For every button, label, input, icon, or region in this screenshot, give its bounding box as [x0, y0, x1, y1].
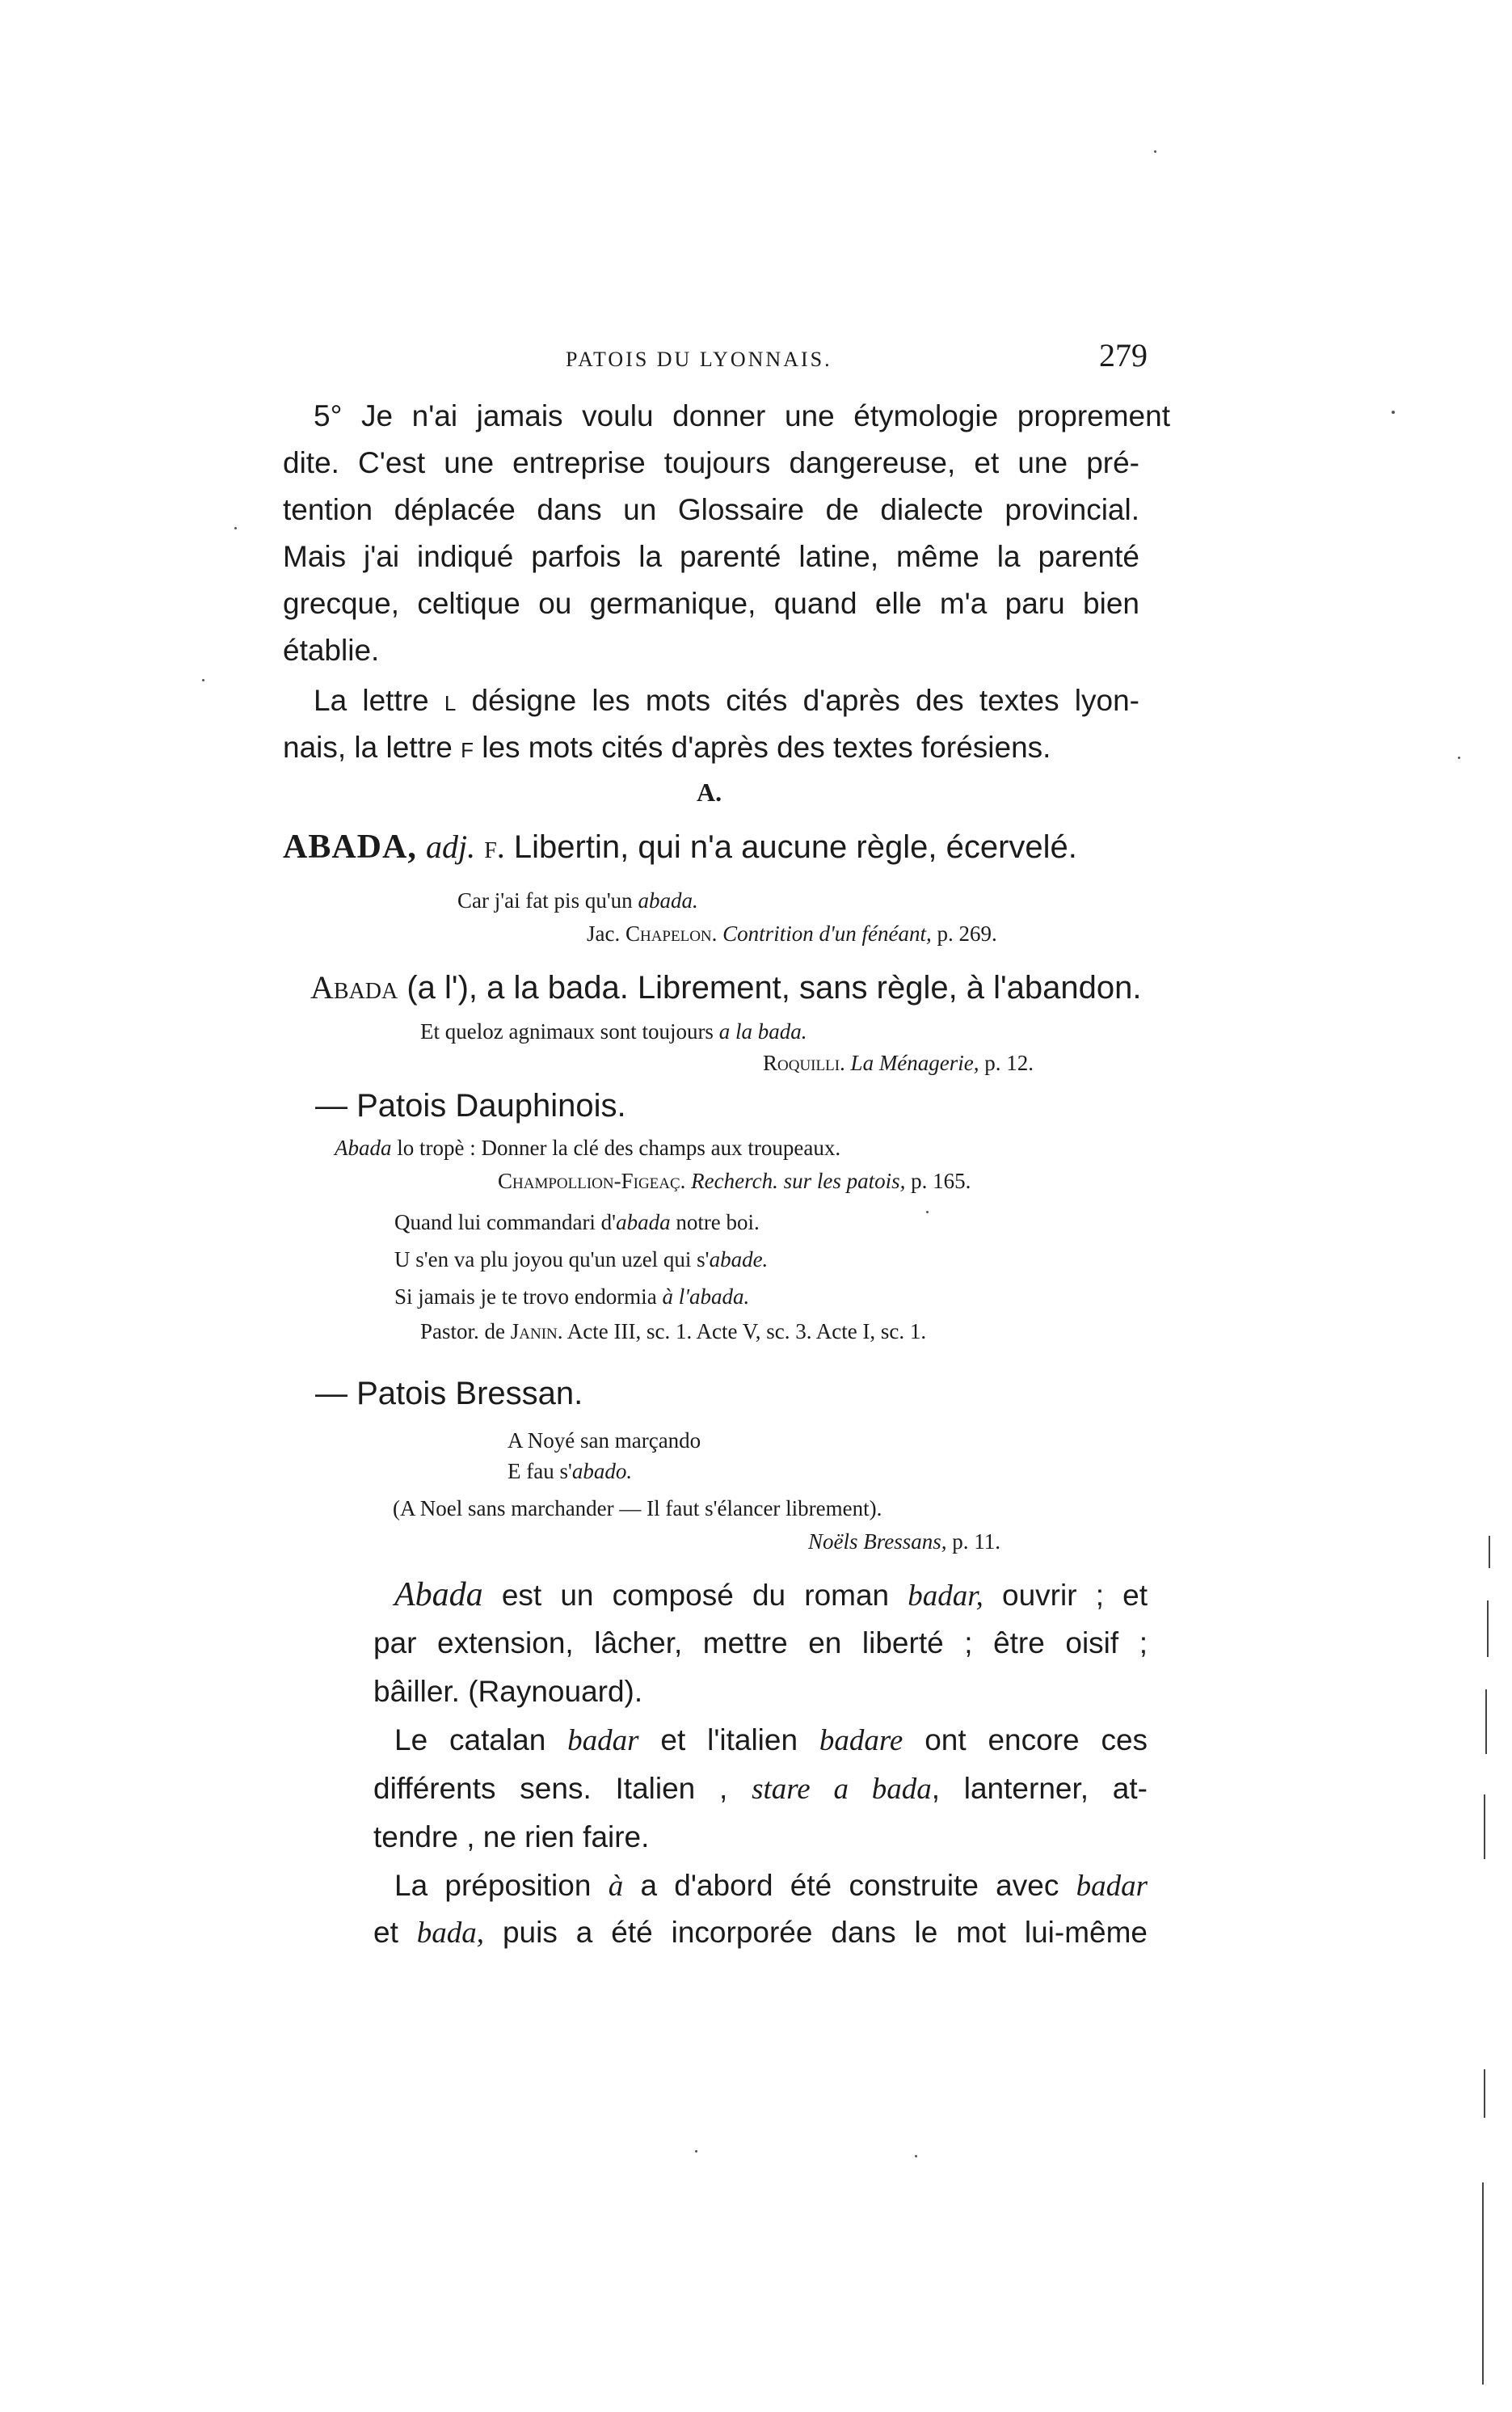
translation-bressan: (A Noel sans marchander — Il faut s'élancer librement).	[393, 1496, 882, 1520]
letter-l: l	[444, 684, 457, 717]
quote-chapelon: Car j'ai fat pis qu'un abada.	[457, 888, 698, 913]
scan-speck	[926, 1211, 929, 1213]
scan-speck	[1392, 411, 1395, 414]
page-number: 279	[1099, 337, 1148, 373]
headword-abada: ABADA,	[283, 829, 417, 866]
cite-chapelon: Jac. Chapelon. Contrition d'un fénéant, p. 269.	[587, 921, 997, 946]
margin-rule	[1484, 2069, 1485, 2118]
verse-dauphinois-1: Quand lui commandari d'abada notre boi.	[394, 1210, 760, 1234]
heading-patois-dauphinois: — Patois Dauphinois.	[315, 1088, 626, 1124]
catalan-line-3: tendre , ne rien faire.	[373, 1820, 650, 1853]
verse-dauphinois-2: U s'en va plu joyou qu'un uzel qui s'abade.	[394, 1247, 769, 1271]
cite-champollion: Champollion-Figeaç. Recherch. sur les patois, p. 165.	[498, 1169, 971, 1193]
preposition-line-2: et bada, puis a été incorporée dans le mot lui-même	[373, 1916, 1148, 1950]
etymology-line-2: par extension, lâcher, mettre en liberté ; être oisif ;	[373, 1626, 1148, 1659]
cite-noels-bressans: Noëls Bressans, p. 11.	[808, 1529, 1001, 1554]
margin-rule	[1485, 1689, 1487, 1754]
intro-line-1: 5° Je n'ai jamais voulu donner une étymologie proprement	[314, 399, 1170, 432]
intro-line-3: tention déplacée dans un Glossaire de dialecte provincial.	[283, 493, 1139, 526]
running-header-title: PATOIS DU LYONNAIS.	[566, 348, 832, 371]
scan-speck	[915, 2155, 917, 2157]
cite-roquilli: Roquilli. La Ménagerie, p. 12.	[763, 1051, 1034, 1075]
verse-bressan-2: E fau s'abado.	[508, 1459, 633, 1483]
intro-line-5: grecque, celtique ou germanique, quand elle m'a paru bien	[283, 587, 1139, 620]
letter-f: f	[461, 731, 474, 764]
etymology-line-1: Abada est un composé du roman badar, ouvrir ; et	[394, 1576, 1148, 1613]
scan-speck	[1154, 150, 1156, 153]
margin-rule	[1489, 1536, 1490, 1568]
scan-speck	[202, 679, 204, 681]
heading-patois-bressan: — Patois Bressan.	[315, 1376, 583, 1411]
scan-speck	[234, 527, 237, 529]
etymology-line-3: bâiller. (Raynouard).	[373, 1675, 643, 1708]
letters-line-1: La lettre l désigne les mots cités d'après des textes lyon-	[314, 684, 1139, 717]
quote-roquilli: Et queloz agnimaux sont toujours a la bada.	[420, 1019, 807, 1044]
entry-abada: ABADA, adj. f. Libertin, qui n'a aucune règle, écervelé.	[283, 829, 1077, 866]
headword-abada-2: Abada	[310, 969, 398, 1006]
scan-speck	[695, 2150, 697, 2153]
entry-abada-a-l: Abada (a l'), a la bada. Librement, sans règle, à l'abandon.	[310, 969, 1142, 1006]
scan-speck	[1458, 757, 1460, 759]
verse-bressan-1: A Noyé san marçando	[508, 1428, 701, 1453]
cite-janin: Pastor. de Janin. Acte III, sc. 1. Acte V, sc. 3. Acte I, sc. 1.	[420, 1319, 927, 1343]
catalan-line-1: Le catalan badar et l'italien badare ont encore ces	[394, 1723, 1148, 1757]
verse-dauphinois-3: Si jamais je te trovo endormia à l'abada.	[394, 1284, 750, 1309]
margin-rule	[1487, 1600, 1489, 1657]
intro-line-4: Mais j'ai indiqué parfois la parenté latine, même la parenté	[283, 540, 1139, 573]
letters-line-2: nais, la lettre f les mots cités d'après des textes forésiens.	[283, 731, 1051, 764]
section-letter: A.	[697, 778, 722, 807]
intro-line-6: établie.	[283, 634, 380, 667]
margin-rule	[1482, 2182, 1484, 2385]
margin-rule	[1484, 1794, 1485, 1859]
gloss-abada-trope: Abada lo tropè : Donner la clé des champs aux troupeaux.	[335, 1136, 841, 1160]
intro-line-2: dite. C'est une entreprise toujours dangereuse, et une pré-	[283, 446, 1139, 479]
preposition-line-1: La préposition à a d'abord été construite avec badar	[394, 1869, 1148, 1903]
catalan-line-2: différents sens. Italien , stare a bada, lanterner, at-	[373, 1772, 1148, 1806]
